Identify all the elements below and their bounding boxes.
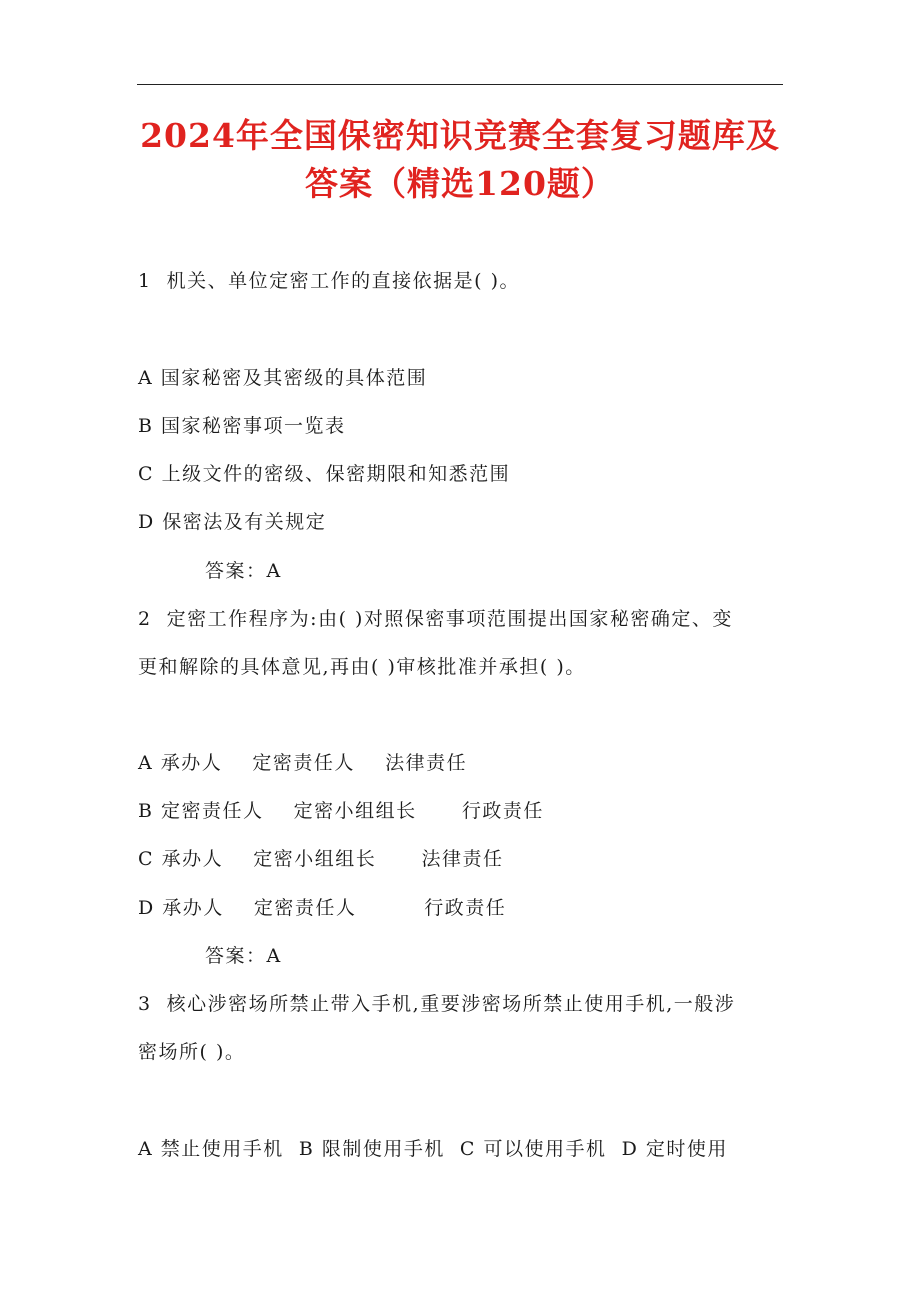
document-title-line-1: 2024年全国保密知识竞赛全套复习题库及 bbox=[140, 116, 780, 155]
question-1-answer: 答案：A bbox=[205, 560, 282, 582]
header-rule bbox=[137, 84, 783, 85]
question-2-stem-line-2: 更和解除的具体意见,再由( )审核批准并承担( )。 bbox=[138, 656, 586, 678]
question-1-option-d: D 保密法及有关规定 bbox=[138, 511, 327, 533]
question-3-stem-line-2: 密场所( )。 bbox=[138, 1041, 246, 1063]
question-1-option-c: C 上级文件的密级、保密期限和知悉范围 bbox=[138, 463, 511, 485]
question-2-option-a: A 承办人 定密责任人 法律责任 bbox=[138, 752, 468, 774]
question-1-stem: 1 机关、单位定密工作的直接依据是( )。 bbox=[138, 270, 521, 292]
question-1-option-a: A 国家秘密及其密级的具体范围 bbox=[138, 367, 428, 389]
document-title-line-2: 答案（精选120题） bbox=[305, 164, 615, 203]
question-2-option-c: C 承办人 定密小组组长 法律责任 bbox=[138, 848, 504, 870]
question-3-options: A 禁止使用手机 B 限制使用手机 C 可以使用手机 D 定时使用 bbox=[138, 1138, 728, 1160]
question-2-option-d: D 承办人 定密责任人 行政责任 bbox=[138, 897, 507, 919]
question-1-option-b: B 国家秘密事项一览表 bbox=[138, 415, 346, 437]
question-2-answer: 答案：A bbox=[205, 945, 282, 967]
question-2-option-b: B 定密责任人 定密小组组长 行政责任 bbox=[138, 800, 544, 822]
question-2-stem-line-1: 2 定密工作程序为:由( )对照保密事项范围提出国家秘密确定、变 bbox=[138, 608, 733, 630]
question-3-stem-line-1: 3 核心涉密场所禁止带入手机,重要涉密场所禁止使用手机,一般涉 bbox=[138, 993, 736, 1015]
